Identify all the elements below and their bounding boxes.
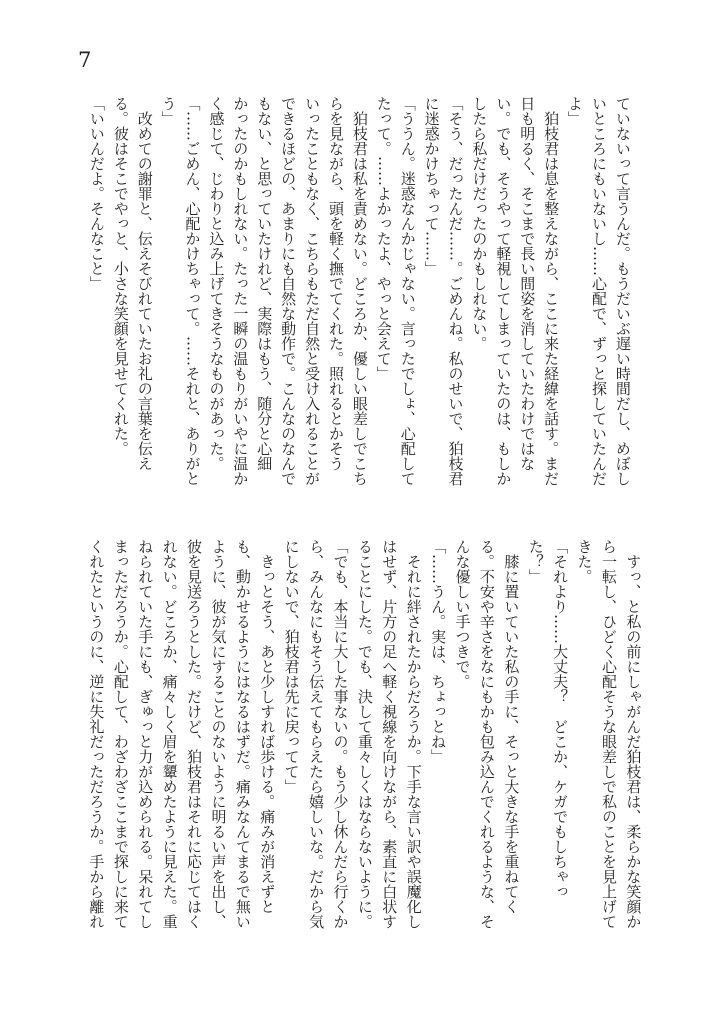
text-column: くれたというのに、逆に失礼だっただろうか。手から離れ	[87, 539, 106, 929]
text-column: ら、みんなにもそう伝えてもらえたら嬉しいな。だから気	[307, 539, 326, 929]
text-column: 彼を見送ろうとした。だけど、狛枝君はそれに応じてはく	[185, 539, 204, 929]
text-column: よ」	[566, 96, 585, 126]
text-column: まっただろうか。心配して、わざわざここまで探しに来て	[111, 539, 130, 929]
text-column: う」	[159, 96, 178, 126]
text-column: る。彼はそこでやっと、小さな笑顔を見せてくれた。	[111, 96, 130, 456]
text-column: 「いいんだよ。そんなこと」	[87, 96, 106, 291]
text-column: にしないで、狛枝君は先に戻ってて」	[282, 539, 301, 794]
text-column: ることにした。でも、決して重々しくはならないように。	[355, 539, 374, 929]
text-column: ていないって言うんだ。もうだいぶ遅い時間だし、めぼし	[613, 96, 632, 486]
text-column: らを見ながら、頭を軽く撫でてくれた。照れるとかそう	[326, 96, 345, 471]
text-column: すっ、と私の前にしゃがんだ狛枝君は、柔らかな笑顔か	[624, 539, 643, 929]
text-column: んな優しい手つきで。	[453, 539, 472, 689]
text-column: 「でも、本当に大した事ないの。もう少し休んだら行くか	[331, 539, 350, 929]
text-column: 「ううん。迷惑なんかじゃない。言ったでしょ、心配して	[398, 96, 417, 486]
text-column: く感じて、じわりと込み上げてきそうなものがあった。	[207, 96, 226, 471]
text-column: いったこともなく、こちらもただ自然と受け入れることが	[303, 96, 322, 486]
text-column: きっとそう、あと少しすれば歩ける。痛みが消えずと	[258, 539, 277, 914]
text-column: れない。どころか、痛々しく眉を顰めたように見えた。重	[160, 539, 179, 929]
text-column: かったのかもしれない。たった一瞬の温もりがいやに温か	[231, 96, 250, 486]
text-column: はせず、片方の足へ軽く視線を向けながら、素直に白状す	[380, 539, 399, 929]
text-column: ねられていた手にも、ぎゅっと力が込められる。呆れてし	[136, 539, 155, 929]
text-column: 膝に置いていた私の手に、そっと大きな手を重ねてく	[502, 539, 521, 914]
text-column: もない、と思っていたけれど、実際はもう、随分と心細	[255, 96, 274, 471]
text-column: 改めての謝罪と、伝えそびれていたお礼の言葉を伝え	[135, 96, 154, 471]
text-column: 「そう、だったんだ……。ごめんね。私のせいで、狛枝君	[446, 96, 465, 486]
text-column: それに絆されたからだろうか。下手な言い訳や誤魔化し	[404, 539, 423, 929]
text-column: いところにもいないし……心配で、ずっと探していたんだ	[589, 96, 608, 486]
text-column: 狛枝君は私を責めない。どころか、優しい眼差しでこち	[350, 96, 369, 486]
text-column: た？」	[526, 539, 545, 584]
text-column: したら私だけだったのかもしれない。	[470, 96, 489, 351]
text-column: に迷惑かけちゃって……」	[422, 96, 441, 276]
text-column: ように、彼が気にすることのないように明るい声を出し、	[209, 539, 228, 929]
text-column: い。でも、そうやって軽視してしまっていたのは、もしか	[494, 96, 513, 486]
text-column: 日も明るく、そこまで長い間姿を消していたわけではな	[518, 96, 537, 471]
page-number: 7	[78, 48, 92, 72]
text-column: も、動かせるようにはなるはずだ。痛みなんてまるで無い	[233, 539, 252, 929]
lower-text-block	[84, 539, 645, 939]
text-column: できるほどの、あまりにも自然な動作で。こんなのなんで	[279, 96, 298, 486]
text-column: 「それより……大丈夫？ どこか、ケガでもしちゃっ	[551, 539, 570, 899]
text-column: る。不安や辛さをなにもかも包み込んでくれるような、そ	[477, 539, 496, 929]
upper-text-block	[84, 96, 634, 496]
text-column: きた。	[575, 539, 594, 584]
text-column: ら一転し、ひどく心配そうな眼差しで私のことを見上げて	[599, 539, 618, 929]
text-column: 「……ごめん、心配かけちゃって。……それと、ありがと	[183, 96, 202, 486]
text-column: たって。……よかったよ、やっと会えて」	[374, 96, 393, 381]
text-column: 「……うん。実は、ちょっとね」	[429, 539, 448, 764]
text-column: 狛枝君は息を整えながら、ここに来た経緯を話す。まだ	[542, 96, 561, 486]
